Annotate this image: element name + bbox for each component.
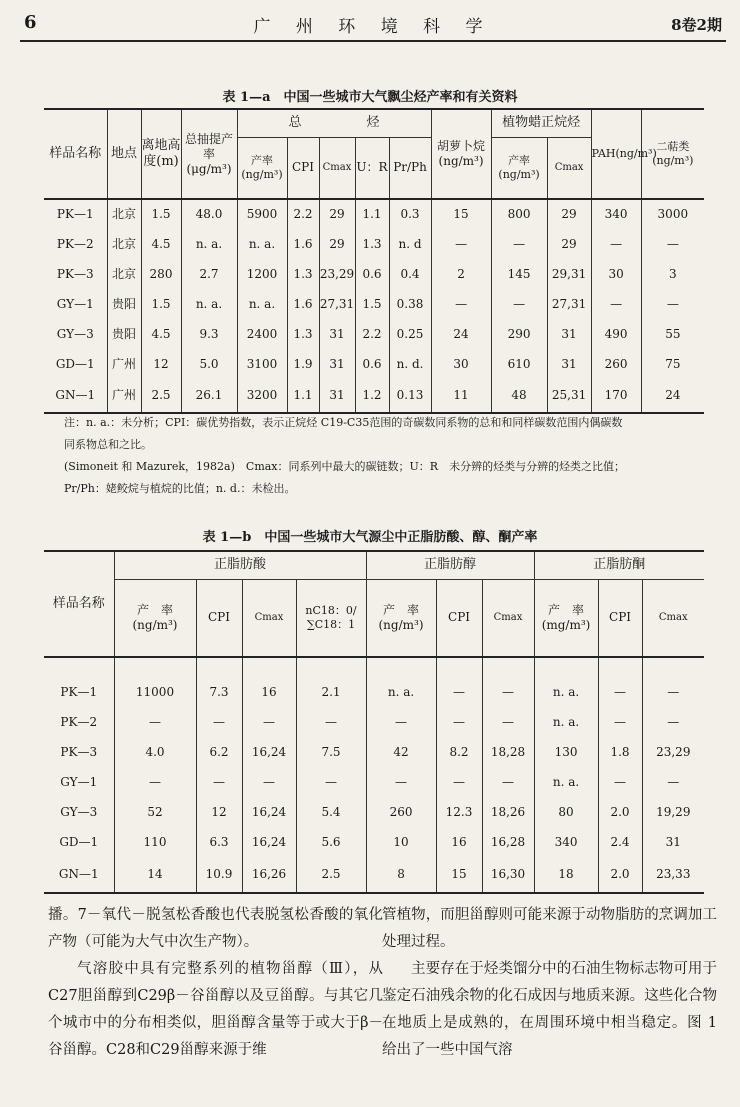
- col-sample: 样品名称: [44, 551, 114, 657]
- table-cell: 4.5: [141, 319, 181, 349]
- table-cell: 15: [436, 857, 482, 893]
- table-cell: 19,29: [642, 797, 704, 827]
- col-hc-prph: Pr/Ph: [389, 137, 431, 199]
- table-cell: —: [491, 229, 547, 259]
- table-cell: —: [196, 767, 242, 797]
- table-cell: n. a.: [237, 229, 287, 259]
- table-cell: 23,29: [642, 737, 704, 767]
- col-total-yield: 总抽提产 率(μg/m³): [181, 109, 237, 199]
- table-cell: —: [431, 289, 491, 319]
- table-cell: 0.6: [355, 259, 389, 289]
- table-cell: 0.3: [389, 199, 431, 229]
- table-cell: 1.5: [141, 289, 181, 319]
- table-cell: 16,28: [482, 827, 534, 857]
- table-cell: 16: [436, 827, 482, 857]
- row-sample-cell: GD—1: [55, 356, 95, 371]
- table-cell: —: [642, 767, 704, 797]
- paragraph: 播。7－氧代－脱氢松香酸也代表脱氢松香酸的氧化产物（可能为大气中次生产物）。: [48, 907, 383, 950]
- col-acid-ratio: nC18：0/∑C18：1: [296, 579, 366, 657]
- table-cell: 42: [366, 737, 436, 767]
- table-cell: 3200: [237, 379, 287, 413]
- table-cell: 7.5: [296, 737, 366, 767]
- table-cell: 145: [491, 259, 547, 289]
- table-cell: —: [242, 707, 296, 737]
- table-cell: 贵阳: [107, 319, 141, 349]
- table-cell: 11: [431, 379, 491, 413]
- table-row: [44, 379, 704, 413]
- table-cell: n. d.: [389, 349, 431, 379]
- table-cell: 1.1: [355, 199, 389, 229]
- table-row: [44, 827, 704, 857]
- table-cell: 24: [641, 379, 704, 413]
- table-cell: —: [491, 289, 547, 319]
- table-cell: 16: [242, 657, 296, 707]
- table-row: [44, 319, 704, 349]
- paragraph: 气溶胶中具有完整系列的植物甾醇（Ⅲ），从C27胆甾醇到C29β－谷甾醇以及豆甾醇。与其它几个城市中的分布相类似，胆甾醇含量等于或大于β－谷甾醇。C28和C29甾醇来源于维: [48, 961, 383, 1058]
- table-cell: 16,30: [482, 857, 534, 893]
- table-cell: 80: [534, 797, 598, 827]
- table-cell: n. a.: [181, 229, 237, 259]
- table-b-caption: 表 1—b 中国一些城市大气源尘中正脂肪酸、醇、酮产率: [202, 530, 538, 545]
- row-sample-cell: GY—3: [60, 804, 98, 819]
- row-sample-cell: PK—3: [60, 744, 98, 759]
- row-sample-cell: PK—3: [56, 266, 94, 281]
- table-cell: 1.6: [287, 229, 319, 259]
- table-cell: n. a.: [237, 289, 287, 319]
- table-cell: 2.1: [296, 657, 366, 707]
- col-group-acid: 正脂肪酸: [114, 551, 366, 579]
- table-cell: 800: [491, 199, 547, 229]
- col-acid-cmax: Cmax: [242, 579, 296, 657]
- table-cell: —: [482, 707, 534, 737]
- row-sample-cell: PK—2: [56, 236, 94, 251]
- table-cell: 4.5: [141, 229, 181, 259]
- col-group-alcohol: 正脂肪醇: [366, 551, 534, 579]
- table-cell: 18: [534, 857, 598, 893]
- table-row: [44, 657, 704, 707]
- table-cell: —: [114, 767, 196, 797]
- note-line: 同系物总和之比。: [64, 438, 152, 451]
- col-alcohol-cpi: CPI: [436, 579, 482, 657]
- table-cell: —: [642, 657, 704, 707]
- table-cell: —: [598, 657, 642, 707]
- table-cell: 1.5: [355, 289, 389, 319]
- table-cell: 29: [319, 199, 355, 229]
- table-cell: 1.5: [141, 199, 181, 229]
- table-cell: 1.3: [287, 259, 319, 289]
- table-cell: 3: [641, 259, 704, 289]
- table-cell: —: [431, 229, 491, 259]
- table-cell: 14: [114, 857, 196, 893]
- table-cell: 48.0: [181, 199, 237, 229]
- col-ketone-cmax: Cmax: [642, 579, 704, 657]
- table-cell: 110: [114, 827, 196, 857]
- col-group-wax: 植物蜡正烷烃: [491, 109, 591, 137]
- body-column-left: [48, 902, 383, 1064]
- table-cell: 0.25: [389, 319, 431, 349]
- col-ketone-cpi: CPI: [598, 579, 642, 657]
- table-cell: 2.0: [598, 857, 642, 893]
- table-cell: 610: [491, 349, 547, 379]
- table-cell: 2.5: [141, 379, 181, 413]
- table-cell: 1200: [237, 259, 287, 289]
- row-sample-cell: GN—1: [44, 379, 107, 413]
- page-number: 6: [24, 12, 37, 33]
- table-row: [44, 229, 704, 259]
- header-rule: [20, 40, 726, 42]
- table-cell: 260: [591, 349, 641, 379]
- table-row: [44, 259, 704, 289]
- table-cell: 24: [431, 319, 491, 349]
- table-cell: 5900: [237, 199, 287, 229]
- table-cell: 23,33: [642, 857, 704, 893]
- table-cell: —: [366, 707, 436, 737]
- note-line: (Simoneit 和 Mazurek，1982a) Cmax：同系列中最大的碳链数；U：R 未分辨的烃类与分辨的烃类之比值；: [64, 460, 626, 473]
- table-cell: —: [641, 229, 704, 259]
- table-cell: 280: [141, 259, 181, 289]
- table-cell: 1.1: [287, 379, 319, 413]
- col-sample: 样品名称: [44, 109, 107, 199]
- table-cell: 130: [534, 737, 598, 767]
- table-cell: 10.9: [196, 857, 242, 893]
- table-cell: 30: [431, 349, 491, 379]
- table-cell: 6.2: [196, 737, 242, 767]
- table-b: [44, 550, 704, 894]
- table-cell: 1.3: [287, 319, 319, 349]
- table-cell: n. a.: [366, 657, 436, 707]
- table-cell: 15: [431, 199, 491, 229]
- table-cell: 0.38: [389, 289, 431, 319]
- table-cell: 9.3: [181, 319, 237, 349]
- table-cell: 广州: [107, 349, 141, 379]
- table-cell: 16,24: [242, 737, 296, 767]
- col-ketone-yield: 产 率(mg/m³): [534, 579, 598, 657]
- table-cell: 0.6: [355, 349, 389, 379]
- table-cell: 5.4: [296, 797, 366, 827]
- row-sample-cell: GY—3: [56, 326, 94, 341]
- page-header: [24, 8, 722, 40]
- table-cell: —: [482, 767, 534, 797]
- table-cell: —: [482, 657, 534, 707]
- table-cell: —: [242, 767, 296, 797]
- table-row: [44, 707, 704, 737]
- table-cell: 6.3: [196, 827, 242, 857]
- table-cell: 31: [319, 379, 355, 413]
- table-row: [44, 289, 704, 319]
- table-cell: 55: [641, 319, 704, 349]
- table-cell: 1.9: [287, 349, 319, 379]
- row-sample-cell: PK—2: [60, 714, 98, 729]
- row-sample-cell: GY—1: [60, 774, 98, 789]
- table-cell: —: [591, 229, 641, 259]
- table-cell: 2.5: [296, 857, 366, 893]
- col-alcohol-cmax: Cmax: [482, 579, 534, 657]
- table-cell: 30: [591, 259, 641, 289]
- table-cell: 0.13: [389, 379, 431, 413]
- table-cell: 1.3: [355, 229, 389, 259]
- col-pah: PAH(ng/m³): [591, 109, 641, 199]
- col-alcohol-yield: 产 率(ng/m³): [366, 579, 436, 657]
- table-cell: 3100: [237, 349, 287, 379]
- table-cell: —: [366, 767, 436, 797]
- table-cell: 2.4: [598, 827, 642, 857]
- table-cell: n. a.: [534, 657, 598, 707]
- table-cell: 16,24: [242, 827, 296, 857]
- row-sample-cell: PK—1: [56, 207, 94, 221]
- body-column-right: [382, 902, 717, 1064]
- table-cell: 490: [591, 319, 641, 349]
- table-cell: 25,31: [547, 379, 591, 413]
- table-cell: 10: [366, 827, 436, 857]
- table-cell: n. a.: [534, 767, 598, 797]
- table-cell: 31: [319, 349, 355, 379]
- table-cell: n. d: [389, 229, 431, 259]
- table-cell: 170: [591, 379, 641, 413]
- table-cell: 12: [196, 797, 242, 827]
- table-cell: 11000: [114, 657, 196, 707]
- paragraph: 管植物，而胆甾醇则可能来源于动物脂肪的烹调加工处理过程。: [382, 907, 717, 950]
- col-hc-ur: U：R: [355, 137, 389, 199]
- table-cell: 5.6: [296, 827, 366, 857]
- table-cell: 340: [591, 199, 641, 229]
- table-cell: 北京: [107, 259, 141, 289]
- table-cell: 29: [547, 229, 591, 259]
- table-cell: 4.0: [114, 737, 196, 767]
- table-cell: 27,31: [547, 289, 591, 319]
- col-wax-yield: 产率(ng/m³): [491, 137, 547, 199]
- table-cell: 1.2: [355, 379, 389, 413]
- col-hc-cmax: Cmax: [319, 137, 355, 199]
- table-cell: 2.7: [181, 259, 237, 289]
- table-cell: 29: [547, 199, 591, 229]
- table-cell: —: [641, 289, 704, 319]
- table-cell: 29,31: [547, 259, 591, 289]
- col-hc-cpi: CPI: [287, 137, 319, 199]
- row-sample-cell: PK—1: [60, 685, 98, 699]
- note-line: Pr/Ph：姥鲛烷与植烷的比值；n. d.：未检出。: [64, 482, 296, 495]
- table-cell: —: [296, 707, 366, 737]
- col-wax-cmax: Cmax: [547, 137, 591, 199]
- row-sample-cell: GD—1: [59, 834, 99, 849]
- table-cell: 7.3: [196, 657, 242, 707]
- table-cell: 2400: [237, 319, 287, 349]
- table-cell: —: [196, 707, 242, 737]
- note-line: 注：n. a.：未分析；CPI：碳优势指数，表示正烷烃 C19-C35范围的奇碳数同系物的总和和同样碳数范围内偶碳数: [64, 416, 623, 429]
- table-cell: 75: [641, 349, 704, 379]
- col-acid-yield: 产 率(ng/m³): [114, 579, 196, 657]
- col-hc-yield: 产率(ng/m³): [237, 137, 287, 199]
- issue-label: 8卷2期: [671, 16, 722, 34]
- table-cell: 8: [366, 857, 436, 893]
- col-acid-cpi: CPI: [196, 579, 242, 657]
- col-group-total-hc: 总 烃: [237, 109, 431, 137]
- table-cell: —: [436, 657, 482, 707]
- table-cell: n. a.: [181, 289, 237, 319]
- table-cell: 18,26: [482, 797, 534, 827]
- row-sample-cell: GN—1: [44, 857, 114, 893]
- col-location: 地点: [107, 109, 141, 199]
- table-a-caption: 表 1—a 中国一些城市大气飘尘烃产率和有关资料: [222, 90, 518, 105]
- table-cell: 31: [547, 319, 591, 349]
- table-row: [44, 857, 704, 893]
- table-cell: 2.0: [598, 797, 642, 827]
- table-row: [44, 349, 704, 379]
- table-cell: n. a.: [534, 707, 598, 737]
- table-cell: 31: [319, 319, 355, 349]
- row-sample-cell: GY—1: [56, 296, 94, 311]
- journal-title: 广 州 环 境 科 学: [253, 17, 493, 37]
- table-cell: —: [296, 767, 366, 797]
- table-cell: 290: [491, 319, 547, 349]
- table-cell: 贵阳: [107, 289, 141, 319]
- table-cell: 2.2: [287, 199, 319, 229]
- table-cell: 0.4: [389, 259, 431, 289]
- table-cell: 16,26: [242, 857, 296, 893]
- table-cell: 12: [141, 349, 181, 379]
- table-cell: —: [436, 767, 482, 797]
- table-row: [44, 767, 704, 797]
- table-a: [44, 108, 704, 414]
- table-cell: 2.2: [355, 319, 389, 349]
- table-cell: 2: [431, 259, 491, 289]
- table-row: [44, 199, 704, 229]
- table-cell: 北京: [107, 229, 141, 259]
- table-cell: 31: [642, 827, 704, 857]
- table-cell: 广州: [107, 379, 141, 413]
- table-cell: 23,29: [319, 259, 355, 289]
- col-group-ketone: 正脂肪酮: [534, 551, 704, 579]
- table-row: [44, 797, 704, 827]
- col-height: 离地高度(m): [141, 109, 181, 199]
- paragraph: 主要存在于烃类馏分中的石油生物标志物可用于鉴定石油残余物的化石成因与地质来源。这些化合物在地质上是成熟的，在周围环境中相当稳定。图 1 给出了一些中国气溶: [382, 961, 717, 1058]
- table-cell: 5.0: [181, 349, 237, 379]
- table-cell: 26.1: [181, 379, 237, 413]
- table-cell: 12.3: [436, 797, 482, 827]
- table-cell: 北京: [107, 199, 141, 229]
- table-cell: —: [642, 707, 704, 737]
- table-cell: 1.6: [287, 289, 319, 319]
- table-cell: —: [436, 707, 482, 737]
- table-cell: 27,31: [319, 289, 355, 319]
- table-cell: 1.8: [598, 737, 642, 767]
- table-cell: 29: [319, 229, 355, 259]
- table-cell: 48: [491, 379, 547, 413]
- table-cell: 3000: [641, 199, 704, 229]
- col-carotene: 胡萝卜烷(ng/m³): [431, 109, 491, 199]
- table-cell: —: [598, 707, 642, 737]
- table-cell: 260: [366, 797, 436, 827]
- table-cell: —: [598, 767, 642, 797]
- table-cell: 16,24: [242, 797, 296, 827]
- table-cell: 8.2: [436, 737, 482, 767]
- table-cell: —: [114, 707, 196, 737]
- table-cell: 52: [114, 797, 196, 827]
- col-terpene: 二萜类(ng/m³): [641, 109, 704, 199]
- table-cell: 340: [534, 827, 598, 857]
- table-cell: 18,28: [482, 737, 534, 767]
- table-row: [44, 737, 704, 767]
- table-a-notes: [64, 412, 718, 500]
- table-cell: —: [591, 289, 641, 319]
- table-cell: 31: [547, 349, 591, 379]
